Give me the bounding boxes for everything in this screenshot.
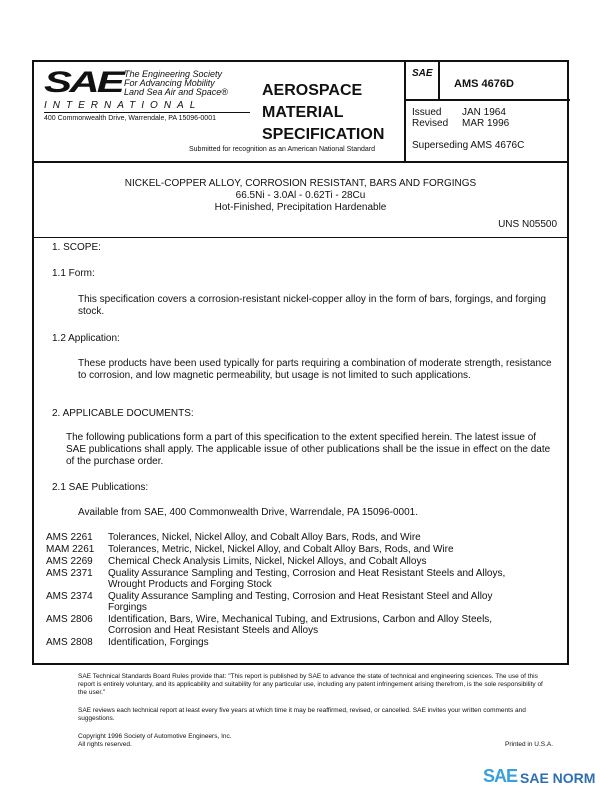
international-label: INTERNATIONAL xyxy=(44,100,202,111)
reference-item xyxy=(46,591,518,613)
ans-note: Submitted for recognition as an American National Standard xyxy=(189,146,375,153)
footer-review: SAE reviews each technical report at least every five years at which time it may be reaffirmed, revised, or cancelled. SAE invites your written comments and suggestions. xyxy=(78,707,526,722)
issued-dates: JAN 1964 MAR 1996 xyxy=(462,107,510,129)
reference-code: AMS 2808 xyxy=(46,637,93,648)
reference-item xyxy=(46,544,518,555)
section-1-1: 1.1 Form: xyxy=(52,268,95,279)
watermark-logo: SAE xyxy=(483,766,518,786)
reference-item xyxy=(46,556,518,567)
reference-code: AMS 2374 xyxy=(46,591,93,602)
reference-description: Identification, Bars, Wire, Mechanical Tubing, and Extrusions, Carbon and Alloy Steels, Corrosion and Heat Resistant Steels and Alloys xyxy=(108,614,493,636)
reference-list xyxy=(46,532,518,649)
spec-title: NICKEL-COPPER ALLOY, CORROSION RESISTANT, BARS AND FORGINGS 66.5Ni - 3.0Al - 0.62Ti - 28Cu Hot-Finished, Precipitation Hardenable xyxy=(124,178,477,213)
footer-copyright: Copyright 1996 Society of Automotive Engineers, Inc. All rights reserved. xyxy=(78,733,232,748)
section-2-1-text: Available from SAE, 400 Commonwealth Drive, Warrendale, PA 15096-0001. xyxy=(78,507,418,518)
reference-item xyxy=(46,637,518,648)
reference-item xyxy=(46,614,518,636)
reference-description: Tolerances, Nickel, Nickel Alloy, and Cobalt Alloy Bars, Rods, and Wire xyxy=(108,532,421,543)
superseding: Superseding AMS 4676C xyxy=(412,140,525,151)
tagline: The Engineering Society For Advancing Mobility Land Sea Air and Space® xyxy=(124,69,228,97)
reference-item xyxy=(46,568,518,590)
reference-description: Chemical Check Analysis Limits, Nickel, Nickel Alloys, and Cobalt Alloys xyxy=(108,556,427,567)
sae-logo: SAE xyxy=(44,66,122,99)
issued-labels: Issued Revised xyxy=(412,107,449,129)
reference-description: Identification, Forgings xyxy=(108,637,209,648)
reference-item xyxy=(46,532,518,543)
section-1-1-text: This specification covers a corrosion-resistant nickel-copper alloy in the form of bars, forgings, and forging stock. xyxy=(78,294,546,317)
section-1: 1. SCOPE: xyxy=(52,242,101,253)
address: 400 Commonwealth Drive, Warrendale, PA 15096-0001 xyxy=(44,115,216,122)
reference-code: AMS 2371 xyxy=(46,568,93,579)
footer-rules: SAE Technical Standards Board Rules provide that: "This report is published by SAE to advance the state of technical and engineering sciences. The use of this report is entirely voluntary, and its applicability and suitability for any particular use, including any patent infringement arising therefrom, is the sole responsibility of the user." xyxy=(78,673,543,696)
reference-code: AMS 2269 xyxy=(46,556,93,567)
header-block xyxy=(34,62,567,163)
uns-number: UNS N05500 xyxy=(498,219,557,230)
reference-description: Quality Assurance Sampling and Testing, Corrosion and Heat Resistant Steel and Alloy Forgings xyxy=(108,591,493,613)
section-1-2: 1.2 Application: xyxy=(52,333,120,344)
reference-code: AMS 2806 xyxy=(46,614,93,625)
section-1-2-text: These products have been used typically for parts requiring a combination of moderate strength, resistance to corrosion, and low magnetic permeability, but usage is not limited to such applications. xyxy=(78,358,552,381)
printed-in: Printed in U.S.A. xyxy=(505,741,554,748)
reference-code: MAM 2261 xyxy=(46,544,95,555)
watermark-text: SAE NORM xyxy=(520,770,596,786)
sae-small-logo: SAE xyxy=(412,68,433,79)
reference-description: Tolerances, Metric, Nickel, Nickel Alloy, and Cobalt Alloy Bars, Rods, and Wire xyxy=(108,544,454,555)
doc-type-title: AEROSPACE MATERIAL SPECIFICATION xyxy=(262,82,385,143)
section-2: 2. APPLICABLE DOCUMENTS: xyxy=(52,408,194,419)
reference-description: Quality Assurance Sampling and Testing, Corrosion and Heat Resistant Steels and Alloys, Wrought Products and Forging Stock xyxy=(108,568,506,590)
section-2-text: The following publications form a part of this specification to the extent specified herein. The latest issue of SAE publications shall apply. The applicable issue of other publications shall be the issue in effect on the date of the purchase order. xyxy=(66,432,551,467)
section-2-1: 2.1 SAE Publications: xyxy=(52,482,149,493)
reference-code: AMS 2261 xyxy=(46,532,93,543)
spec-number: AMS 4676D xyxy=(454,78,514,90)
